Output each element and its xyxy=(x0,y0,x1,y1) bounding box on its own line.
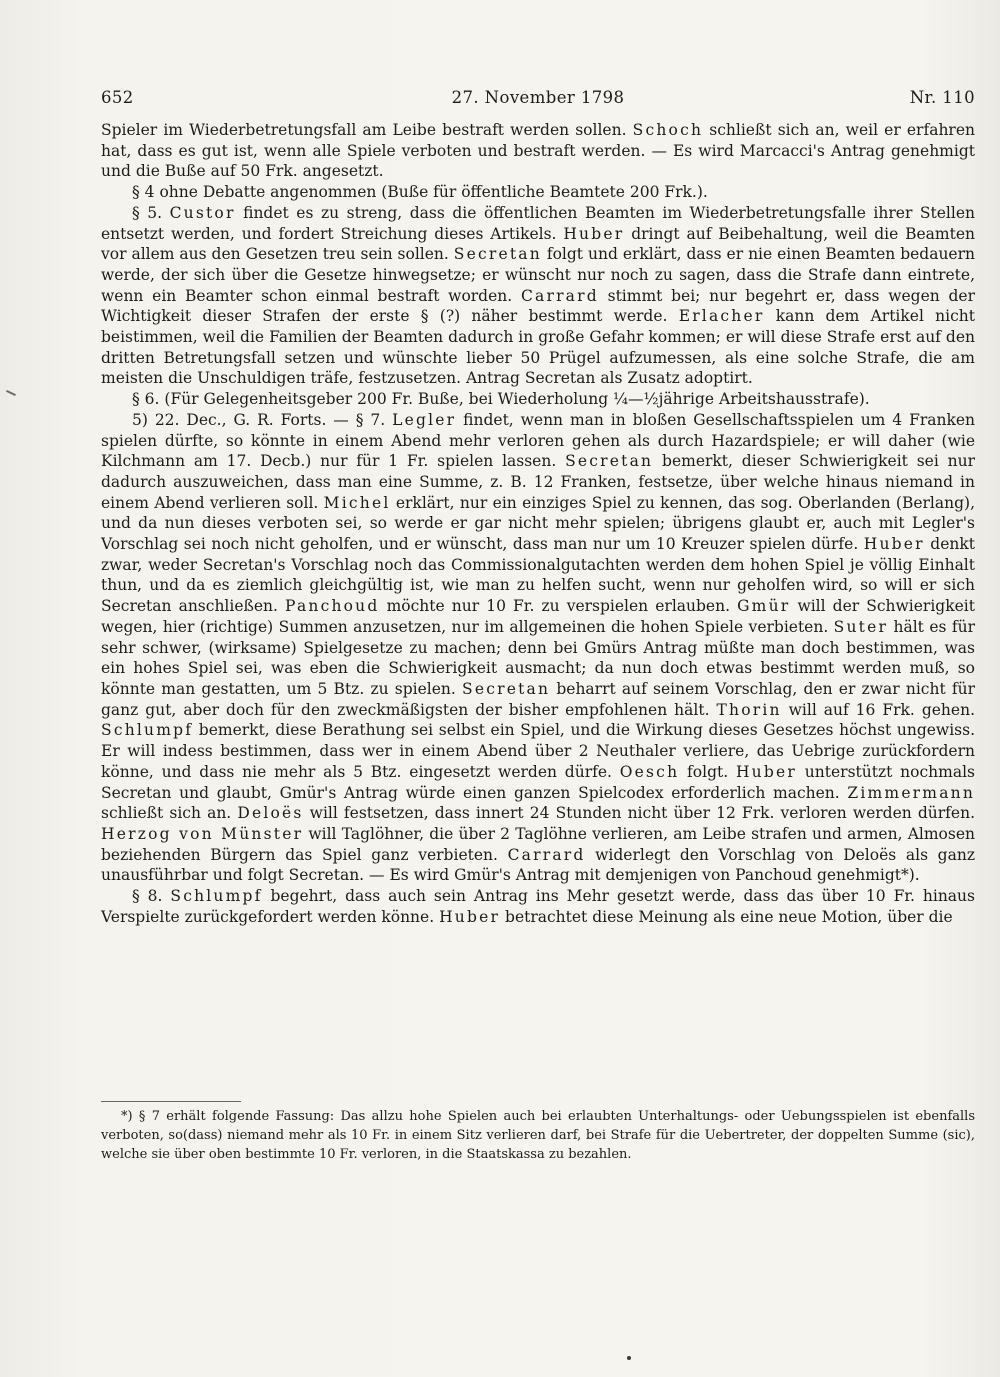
running-header xyxy=(101,88,975,114)
text-run: § 5. xyxy=(132,203,170,222)
footnote-divider xyxy=(101,1101,241,1102)
speaker-name: Carrard xyxy=(520,286,599,305)
speaker-name: Huber xyxy=(439,907,501,926)
text-run: § 6. (Für Gelegenheitsgeber 200 Fr. Buße, bei Wiederholung ¼—½jährige Arbeitshausstrafe). xyxy=(132,390,870,409)
text-run: will der Schwierigkeit wegen, hier (richtige) Summen anzusetzen, nur im allgemeinen die hohen Spiele verbieten. xyxy=(101,597,975,636)
paragraph xyxy=(101,120,975,182)
text-run: beharrt auf seinem Vorschlag, den er zwar nicht für ganz gut, aber doch für den zweckmäßigsten der bisher empfohlenen hält. xyxy=(101,679,976,719)
speaker-name: Zimmermann xyxy=(847,783,975,802)
text-run: hält es für sehr schwer, (wirksame) Spielgesetze zu machen; denn bei Gmürs Antrag müßte man doch bestimmen, was ein hohes Spiel sei, was eben die Schwierigkeit ausmacht; da nun doch etwas bestimmt werden muß, so könnte man gestatten, um 5 Btz. zu spielen. xyxy=(101,617,975,698)
text-run: widerlegt den Vorschlag von Deloës als ganz unausführbar und folgt Secretan. — Es wird Gmür's Antrag mit demjenigen von Panchoud genehmigt*). xyxy=(101,845,975,885)
speaker-name: Schlumpf xyxy=(170,887,263,906)
text-run: begehrt, dass auch sein Antrag ins Mehr gesetzt werde, dass das über 10 Fr. hinaus Verspielte zurückgefordert werden könne. xyxy=(101,887,975,926)
speaker-name: Thorin xyxy=(716,700,782,719)
speaker-name: Panchoud xyxy=(285,597,380,616)
text-run: bemerkt, dieser Schwierigkeit sei nur dadurch auszuweichen, dass man eine Summe, z. B. 12 Franken, festsetze, über welche hinaus niemand in einem Abend verlieren soll. xyxy=(101,452,975,512)
speaker-name: Huber xyxy=(735,762,797,781)
text-run: kann dem Artikel nicht beistimmen, weil die Familien der Beamten dadurch in große Gefahr kommen; er will diese Strafe erst auf den dritten Betretungsfall setzen und wünschte lieber 50 Prügel aufzumessen, als eine solche Strafe, die am meisten die Unschuldigen träfe, festzusetzen. Antrag Secretan als Zusatz adoptirt. xyxy=(101,307,975,388)
text-run: denkt zwar, weder Secretan's Vorschlag noch das Commissionalgutachten werden dem hohen Spiel je völlig Einhalt thun, und da es ziemlich gleichgültig ist, wie man zu helfen sucht, wenn nur geholfen wird, so will er sich Secretan anschließen. xyxy=(101,535,975,616)
speaker-name: Custor xyxy=(169,203,236,222)
text-run: schließt sich an, weil er erfahren hat, dass es gut ist, wenn alle Spiele verboten und bestraft werden. — Es wird Marcacci's Antrag genehmigt und die Buße auf 50 Frk. angesetzt. xyxy=(101,121,975,181)
speaker-name: Suter xyxy=(833,617,889,636)
page-number: 652 xyxy=(101,88,134,107)
speaker-name: Secretan xyxy=(462,679,551,698)
text-run: findet es zu streng, dass die öffentlichen Beamten im Wiederbetretungsfalle ihrer Stellen entsetzt werden, und fordert Streichung dieses Artikels. xyxy=(101,203,975,243)
paragraph xyxy=(101,410,975,886)
text-run: betrachtet diese Meinung als eine neue Motion, über die xyxy=(500,907,953,926)
speaker-name: Michel xyxy=(323,493,391,512)
footnote xyxy=(101,1107,975,1164)
text-run: schließt sich an. xyxy=(101,804,238,823)
text-run: Spieler im Wiederbetretungsfall am Leibe bestraft werden sollen. xyxy=(101,121,633,139)
speaker-name: Oesch xyxy=(619,762,680,781)
text-run: stimmt bei; nur begehrt er, dass wegen der Wichtigkeit dieser Strafen der erste § (?) näher bestimmt werde. xyxy=(101,286,976,326)
body-text xyxy=(101,120,975,927)
ink-dot xyxy=(627,1356,631,1360)
speaker-name: Huber xyxy=(863,535,925,554)
text-run: will festsetzen, dass innert 24 Stunden nicht über 12 Frk. verloren werden dürfen. xyxy=(303,804,975,823)
speaker-name: Herzog von Münster xyxy=(101,824,304,843)
issue-number: Nr. 110 xyxy=(909,88,975,107)
speaker-name: Secretan xyxy=(453,245,542,264)
text-run: folgt und erklärt, dass er nie einen Beamten bedauern werde, der sich über die Gesetze hinwegsetze; er wünscht nur noch zu sagen, dass die Strafe dann eintrete, wenn ein Beamter schon einmal bestraft worden. xyxy=(101,245,975,305)
margin-mark xyxy=(6,390,16,396)
paragraph xyxy=(101,182,975,203)
text-run: unterstützt nochmals Secretan und glaubt, Gmür's Antrag würde einen ganzen Spielcodex erforderlich machen. xyxy=(101,762,975,802)
speaker-name: Carrard xyxy=(507,845,586,864)
speaker-name: Schoch xyxy=(632,121,704,139)
text-run: 5) 22. Dec., G. R. Forts. — § 7. xyxy=(132,410,393,429)
text-run: dringt auf Beibehaltung, weil die Beamten vor allem aus den Gesetzen treu sein sollen. xyxy=(101,224,976,264)
text-run: § 8. xyxy=(132,887,171,906)
text-run: möchte nur 10 Fr. zu verspielen erlauben. xyxy=(379,597,738,616)
header-date: 27. November 1798 xyxy=(451,88,625,107)
speaker-name: Secretan xyxy=(565,452,654,471)
text-run: will Taglöhner, die über 2 Taglöhne verlieren, am Leibe strafen und armen, Almosen beziehenden Bürgern das Spiel ganz verbieten. xyxy=(101,824,975,864)
paragraph xyxy=(101,203,975,389)
text-run: § 4 ohne Debatte angenommen (Buße für öffentliche Beamtete 200 Frk.). xyxy=(132,183,708,202)
speaker-name: Schlumpf xyxy=(101,721,194,740)
text-run: bemerkt, diese Berathung sei selbst ein Spiel, und die Wirkung dieses Gesetzes höchst ungewiss. Er will indess bestimmen, dass wer in einem Abend über 2 Neuthaler verliere, das Uebrige zurückfordern könne, und dass nie mehr als 5 Btz. eingesetzt werden dürfe. xyxy=(101,721,975,781)
paragraph xyxy=(101,389,975,410)
speaker-name: Erlacher xyxy=(678,307,765,326)
footnote-text: *) § 7 erhält folgende Fassung: Das allzu hohe Spielen auch bei erlaubten Unterhaltungs- oder Uebungsspielen ist ebenfalls verboten, so(dass) niemand mehr als 10 Fr. in einem Sitz verlieren darf, bei Strafe für die Uebertreter, der doppelten Summe (sic), welche sie über oben bestimmte 10 Fr. verloren, in die Staatskassa zu bezahlen. xyxy=(101,1109,975,1162)
speaker-name: Deloës xyxy=(237,804,304,823)
paragraph xyxy=(101,886,975,927)
text-run: folgt. xyxy=(679,762,736,781)
text-run: will auf 16 Frk. gehen. xyxy=(781,700,975,719)
speaker-name: Huber xyxy=(563,224,625,243)
speaker-name: Gmür xyxy=(737,597,791,616)
text-run: findet, wenn man in bloßen Gesellschaftsspielen um 4 Franken spielen dürfte, so könnte in einem Abend mehr verloren gehen als durch Hazardspiele; er will daher (wie Kilchmann am 17. Decb.) nur für 1 Fr. spielen lassen. xyxy=(101,410,976,471)
text-run: erklärt, nur ein einziges Spiel zu kennen, das sog. Oberlanden (Berlang), und da nun dieses verboten sei, so werde er gar nicht mehr spielen; übrigens glaubt er, auch mit Legler's Vorschlag sei noch nicht geholfen, und er wünscht, dass man nur um 10 Kreuzer spielen dürfe. xyxy=(101,493,975,554)
speaker-name: Legler xyxy=(392,410,457,429)
